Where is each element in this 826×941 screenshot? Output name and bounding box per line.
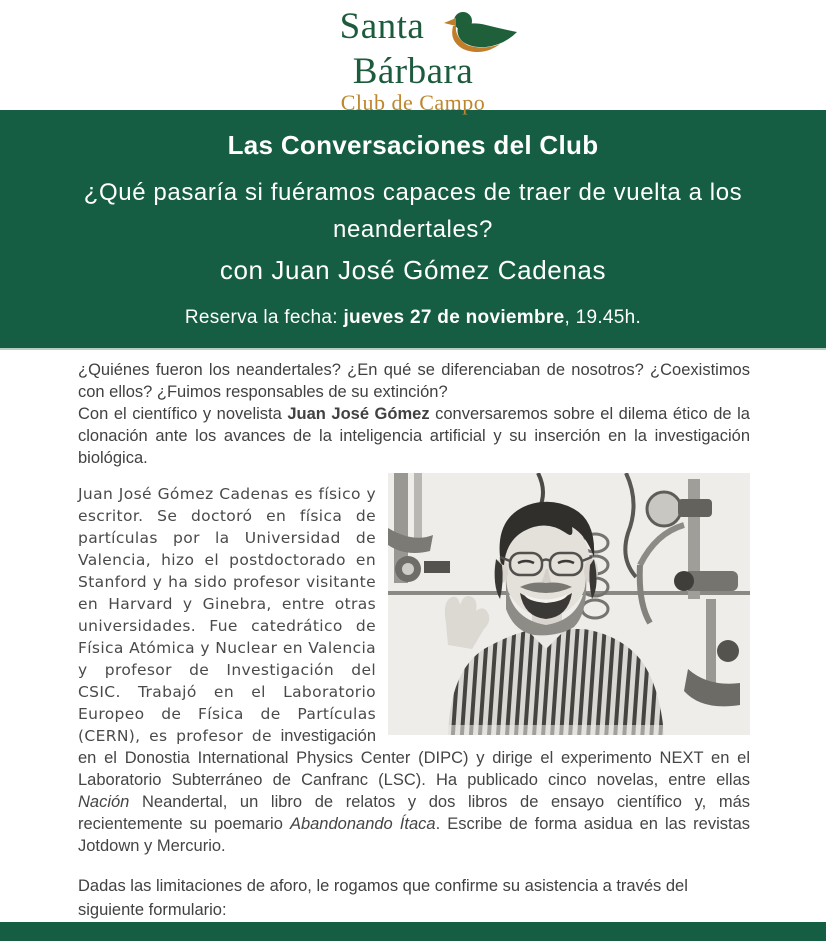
bio-text-4: . Escribe de forma asidua en las revistas Jotdown y Mercurio. <box>78 815 751 855</box>
flyer-body <box>0 350 826 922</box>
save-the-date-line <box>40 307 786 329</box>
bio-text-column: es físico y escritor. Se doctoró en física de partículas por la Universidad de Valencia, hizo el postdoctorado en Stanford y ha sido profesor visitante en Harvard y Ginebra, entre otras universidades. Fue catedrático de Física Atómica y Nuclear en Valencia y profesor de Investigación del CSIC. Trabajó en el Laboratorio Europeo de Física de Partículas (CERN), es profesor de <box>78 485 376 745</box>
footer-green-bar <box>0 922 826 941</box>
intro-p2-text-after: conversaremos sobre el dilema ético de la clonación ante los avances de la inteligencia artificial y su inserción en la investigación biológica. <box>78 405 750 467</box>
duck-icon <box>430 11 518 55</box>
logo-text-club-de-campo: Club de Campo <box>340 90 486 115</box>
logo-text-santa: Santa <box>339 6 425 47</box>
bio-text-3: Neandertal, un libro de relatos y dos libros de ensayo científico y, más recientemente su poemario <box>78 793 750 833</box>
reserve-date: jueves 27 de noviembre <box>343 307 565 328</box>
logo-text-barbara: Bárbara <box>352 51 474 92</box>
event-question-title: ¿Qué pasaría si fuéramos capaces de traer de vuelta a los neandertales? <box>83 179 743 243</box>
reserve-prefix: Reserva la fecha: <box>184 307 344 328</box>
bio-book-title-2: Abandonando Ítaca <box>289 815 436 833</box>
logo-line-1 <box>339 6 519 55</box>
intro-p2-speaker-name: Juan José Gómez <box>287 405 430 423</box>
intro-paragraph-2 <box>78 403 750 469</box>
intro-paragraph-1: ¿Quiénes fueron los neandertales? ¿En qué se diferenciaban de nosotros? ¿Coexistimos con ellos? ¿Fuimos responsables de su extinción? <box>78 361 750 401</box>
bio-text-continued: investigación en el Donostia International Physics Center (DIPC) y dirige el experimento NEXT en el Laboratorio Subterráneo de Canfranc (LSC). Ha publicado cinco novelas, entre ellas <box>78 727 750 789</box>
event-speaker-line: con Juan José Gómez Cadenas <box>219 255 607 285</box>
bio-book-title-1: Nación <box>78 793 130 811</box>
club-logo-header <box>0 0 826 115</box>
event-banner <box>0 110 826 350</box>
event-series-title: Las Conversaciones del Club <box>227 130 599 160</box>
reserve-suffix: , 19.45h. <box>564 307 642 328</box>
rsvp-paragraph: Dadas las limitaciones de aforo, le rogamos que confirme su asistencia a través del siguiente formulario: <box>78 877 688 919</box>
intro-p2-text: Con el científico y novelista <box>78 405 288 423</box>
bio-speaker-name: Juan José Gómez Cadenas <box>78 485 289 503</box>
bio-paragraph <box>78 483 750 857</box>
speaker-photo <box>388 473 750 735</box>
